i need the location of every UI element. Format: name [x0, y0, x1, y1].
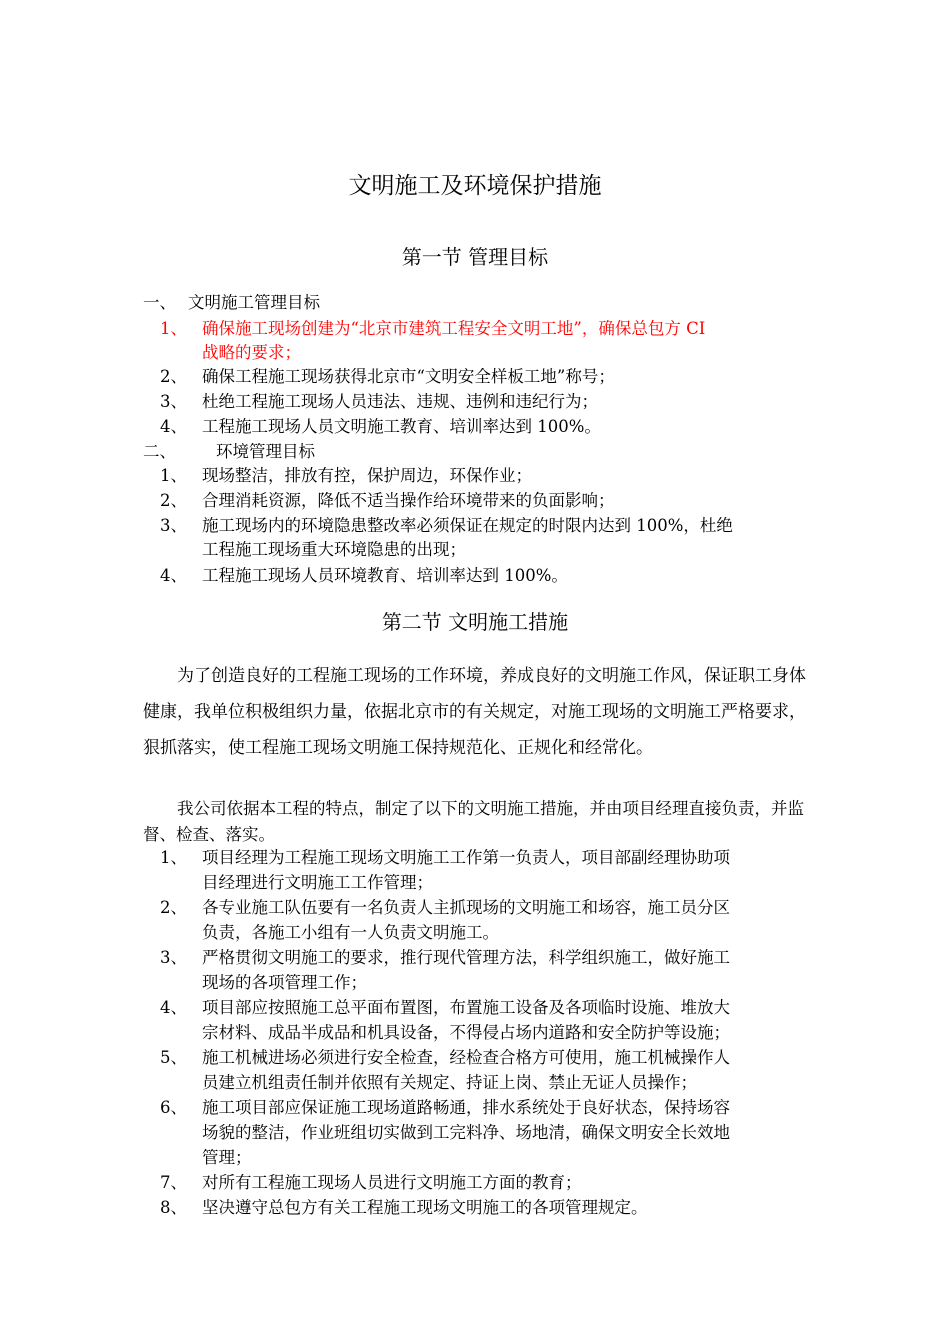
- document-title: 文明施工及环境保护措施: [348, 173, 602, 199]
- s2-item5-line1: 施工机械进场必须进行安全检查，经检查合格方可使用，施工机械操作人: [202, 1048, 730, 1067]
- part1-item4-line1: 工程施工现场人员文明施工教育、培训率达到 100%。: [202, 417, 601, 436]
- part1-marker: 一、: [143, 293, 176, 312]
- part1-item3-line1: 杜绝工程施工现场人员违法、违规、违例和违纪行为；: [202, 392, 598, 411]
- s2-item2-num: 2、: [160, 898, 187, 917]
- s2-item7-line1: 对所有工程施工现场人员进行文明施工方面的教育；: [202, 1173, 582, 1192]
- part2-item1-line1: 现场整洁，排放有控，保护周边，环保作业；: [202, 466, 532, 485]
- s2-item7-num: 7、: [160, 1173, 187, 1192]
- part1-item4-num: 4、: [160, 417, 187, 436]
- s2-item5-line2: 员建立机组责任制并依照有关规定、持证上岗、禁止无证人员操作；: [202, 1073, 697, 1092]
- s2-item6-num: 6、: [160, 1098, 187, 1117]
- s2-item6-line1: 施工项目部应保证施工现场道路畅通，排水系统处于良好状态，保持场容: [202, 1098, 730, 1117]
- s2-item1-line1: 项目经理为工程施工现场文明施工工作第一负责人，项目部副经理协助项: [202, 848, 730, 867]
- s2-item4-line1: 项目部应按照施工总平面布置图，布置施工设备及各项临时设施、堆放大: [202, 998, 730, 1017]
- part1-item1-line2: 战略的要求；: [202, 343, 301, 362]
- part2-item2-num: 2、: [160, 491, 187, 510]
- part1-label: 文明施工管理目标: [188, 293, 320, 312]
- s2-item6-line3: 管理；: [202, 1148, 252, 1167]
- part2-item4-line1: 工程施工现场人员环境教育、培训率达到 100%。: [202, 566, 568, 585]
- part2-item3-line2: 工程施工现场重大环境隐患的出现；: [202, 540, 466, 559]
- s2-item8-num: 8、: [160, 1198, 187, 1217]
- s2-item6-line2: 场貌的整洁，作业班组切实做到工完料净、场地清，确保文明安全长效地: [202, 1123, 730, 1142]
- section2-paragraph2: 我公司依据本工程的特点，制定了以下的文明施工措施，并由项目经理直接负责，并监督、检查、落实。: [143, 799, 804, 844]
- s2-item2-line1: 各专业施工队伍要有一名负责人主抓现场的文明施工和场容，施工员分区: [202, 898, 730, 917]
- part1-item1-line1: 确保施工现场创建为“北京市建筑工程安全文明工地”，确保总包方 CI: [202, 319, 706, 338]
- s2-item1-num: 1、: [160, 848, 187, 867]
- part2-item2-line1: 合理消耗资源，降低不适当操作给环境带来的负面影响；: [202, 491, 615, 510]
- part2-item4-num: 4、: [160, 566, 187, 585]
- part2-marker: 二、: [143, 442, 176, 461]
- s2-item5-num: 5、: [160, 1048, 187, 1067]
- s2-item2-line2: 负责，各施工小组有一人负责文明施工。: [202, 923, 499, 942]
- part1-item1-num: 1、: [160, 319, 187, 338]
- s2-item3-line1: 严格贯彻文明施工的要求，推行现代管理方法，科学组织施工，做好施工: [202, 948, 730, 967]
- s2-item4-num: 4、: [160, 998, 187, 1017]
- part1-item2-line1: 确保工程施工现场获得北京市“文明安全样板工地”称号；: [202, 367, 615, 386]
- s2-item8-line1: 坚决遵守总包方有关工程施工现场文明施工的各项管理规定。: [202, 1198, 648, 1217]
- section1-heading: 第一节 管理目标: [401, 245, 549, 269]
- s2-item1-line2: 目经理进行文明施工工作管理；: [202, 873, 433, 892]
- s2-item3-num: 3、: [160, 948, 187, 967]
- section2-paragraph1: 为了创造良好的工程施工现场的工作环境，养成良好的文明施工作风，保证职工身体健康，我单位积极组织力量，依据北京市的有关规定，对施工现场的文明施工严格要求，狠抓落实，使工程施工现场文明施工保持规范化、正规化和经常化。: [143, 666, 806, 758]
- section2-heading: 第二节 文明施工措施: [381, 610, 569, 634]
- part1-item2-num: 2、: [160, 367, 187, 386]
- s2-item3-line2: 现场的各项管理工作；: [202, 973, 367, 992]
- part2-label: 环境管理目标: [216, 442, 315, 461]
- part1-item3-num: 3、: [160, 392, 187, 411]
- part2-item3-num: 3、: [160, 516, 187, 535]
- part2-item3-line1: 施工现场内的环境隐患整改率必须保证在规定的时限内达到 100%，杜绝: [202, 516, 733, 535]
- part2-item1-num: 1、: [160, 466, 187, 485]
- s2-item4-line2: 宗材料、成品半成品和机具设备，不得侵占场内道路和安全防护等设施；: [202, 1023, 730, 1042]
